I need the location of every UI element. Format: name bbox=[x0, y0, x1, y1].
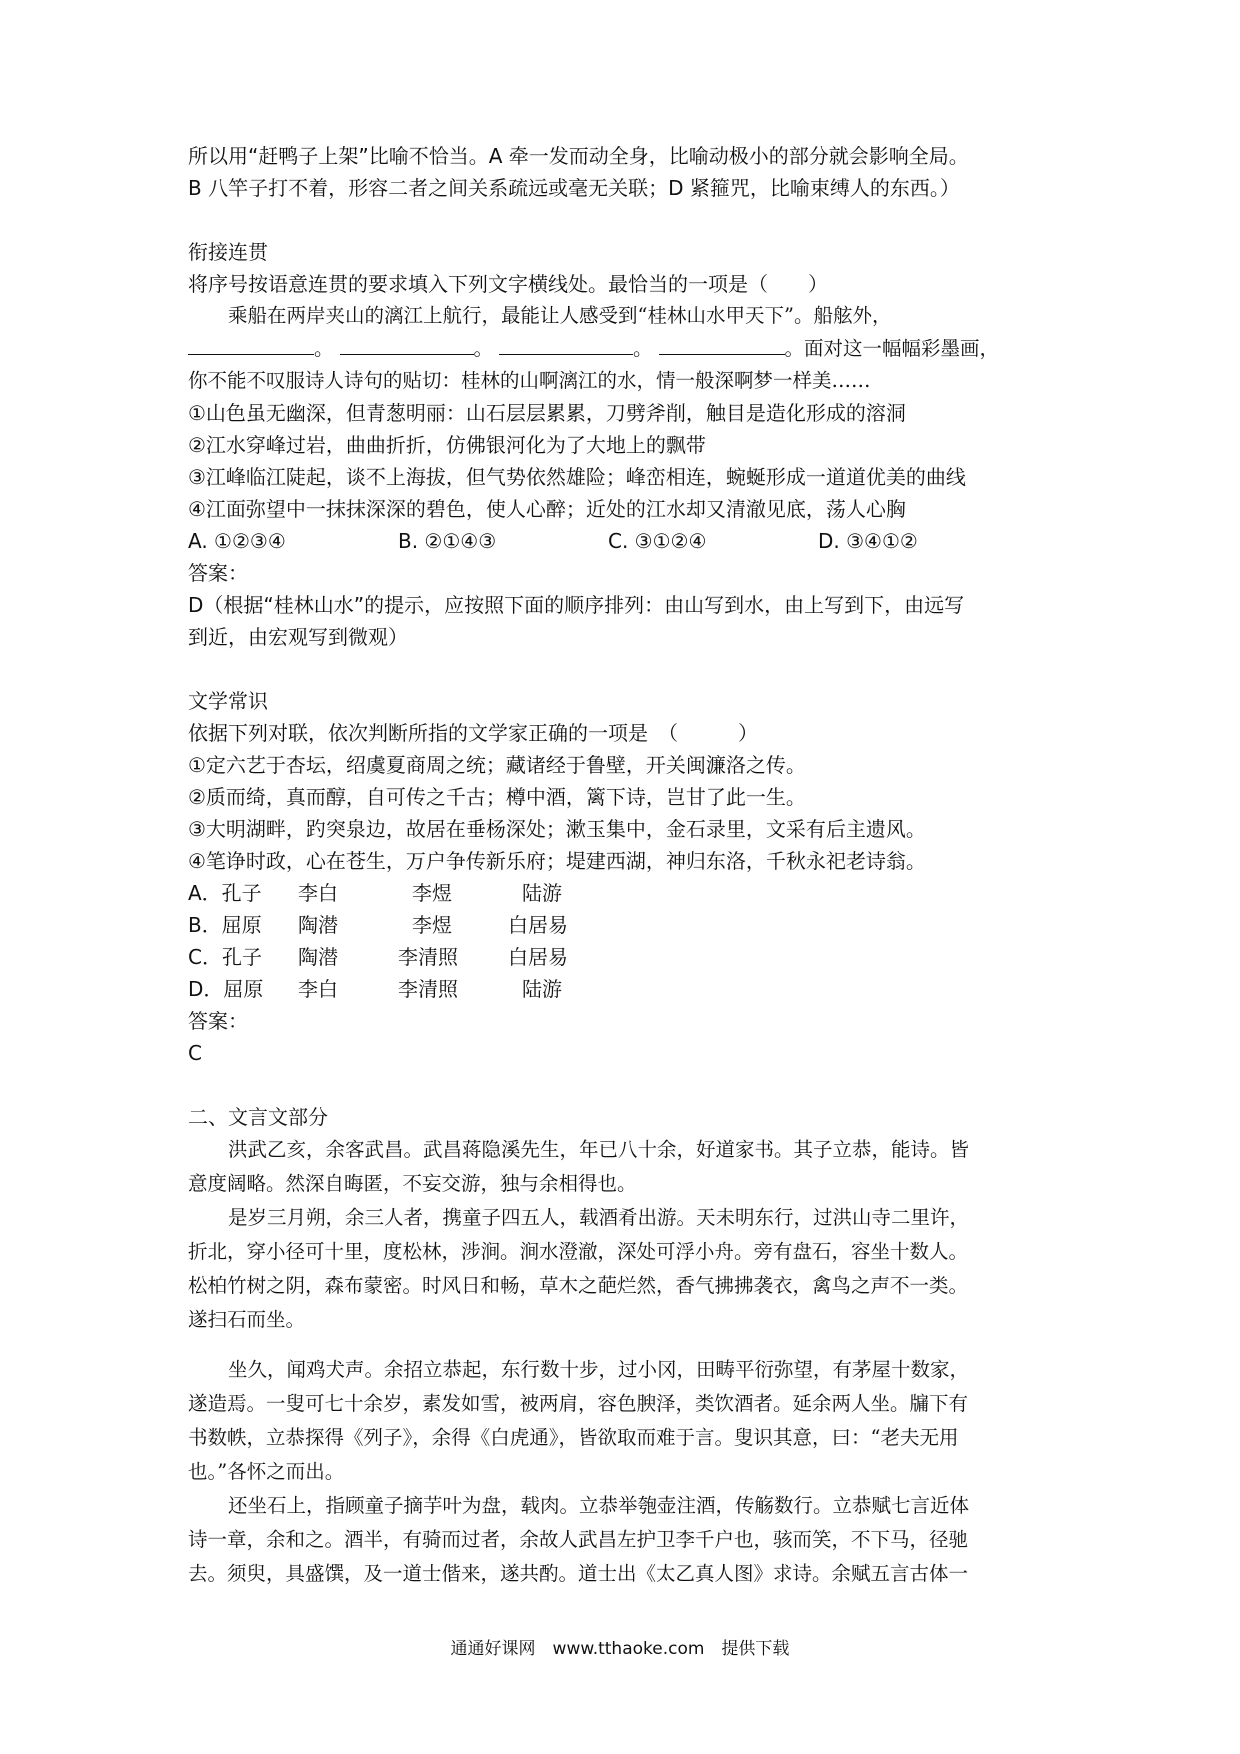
passage-line: 你不能不叹服诗人诗句的贴切：桂林的山啊漓江的水，情一般深啊梦一样美…… bbox=[188, 369, 871, 392]
section-heading: 二、文言文部分 bbox=[188, 1105, 328, 1129]
option-cell: 李煜 bbox=[412, 913, 452, 937]
section-heading: 衔接连贯 bbox=[188, 240, 268, 264]
passage-line: 去。须臾，具盛馔，及一道士偕来，遂共酌。道士出《太乙真人图》求诗。余赋五言古体一 bbox=[188, 1562, 969, 1585]
answer-options bbox=[188, 525, 1068, 557]
option-cell: B．屈原 bbox=[188, 913, 262, 937]
spacer bbox=[188, 1337, 1068, 1353]
answer-blank bbox=[499, 332, 633, 355]
page-footer: 通通好课网 www.tthaoke.com 提供下载 bbox=[450, 1639, 790, 1659]
question-text: 依据下列对联，依次判断所指的文学家正确的一项是 （ ） bbox=[188, 721, 758, 745]
passage-blanks-line bbox=[188, 332, 1068, 365]
sentence-item: ①山色虽无幽深，但青葱明丽：山石层层累累，刀劈斧削，触目是造化形成的溶洞 bbox=[188, 401, 906, 425]
sentence-item: ②江水穿峰过岩，曲曲折折，仿佛银河化为了大地上的飘带 bbox=[188, 433, 706, 457]
option-cell: 李清照 bbox=[398, 945, 458, 969]
section-coherence bbox=[188, 236, 1068, 653]
passage-line: 坐久，闻鸡犬声。余招立恭起，东行数十步，过小冈，田畴平衍弥望，有茅屋十数家， bbox=[228, 1358, 970, 1381]
section-classical-chinese bbox=[188, 1101, 1068, 1591]
answer-label: 答案： bbox=[188, 561, 248, 585]
passage-line: 洪武乙亥，余客武昌。武昌蒋隐溪先生，年已八十余，好道家书。其子立恭，能诗。皆 bbox=[228, 1138, 970, 1161]
answer-label: 答案： bbox=[188, 1009, 248, 1033]
option-cell: 李清照 bbox=[398, 977, 458, 1001]
answer-blank bbox=[659, 332, 785, 355]
previous-answer-line-1: 所以用“赶鸭子上架”比喻不恰当。A 牵一发而动全身，比喻动极小的部分就会影响全局。 bbox=[188, 144, 969, 168]
answer-blank bbox=[340, 332, 474, 355]
passage-line: 遂造焉。一叟可七十余岁，素发如雪，被两肩，容色腴泽，类饮酒者。延余两人坐。牖下有 bbox=[188, 1392, 969, 1415]
option-row-b bbox=[188, 909, 1068, 941]
option-cell: 白居易 bbox=[508, 945, 568, 969]
option-b: B. ②①④③ bbox=[398, 529, 497, 553]
question-text: 将序号按语意连贯的要求填入下列文字横线处。最恰当的一项是（ ） bbox=[188, 272, 828, 296]
answer-text: C bbox=[188, 1041, 202, 1065]
passage-line: 也。”各怀之而出。 bbox=[188, 1460, 345, 1483]
previous-answer-line-2: B 八竿子打不着，形容二者之间关系疏远或毫无关联；D 紧箍咒，比喻束缚人的东西。） bbox=[188, 176, 960, 200]
option-cell: 白居易 bbox=[508, 913, 568, 937]
passage-line: 是岁三月朔，余三人者，携童子四五人，载酒肴出游。天未明东行，过洪山寺二里许， bbox=[228, 1206, 970, 1229]
option-a: A. ①②③④ bbox=[188, 529, 286, 553]
couplet-item: ③大明湖畔，趵突泉边，故居在垂杨深处；漱玉集中，金石录里，文采有后主遗风。 bbox=[188, 817, 926, 841]
blank-separator: 。面对这一幅幅彩墨画， bbox=[784, 337, 1000, 360]
couplet-item: ④笔诤时政，心在苍生，万户争传新乐府；堤建西湖，神归东洛，千秋永祀老诗翁。 bbox=[188, 849, 926, 873]
couplet-item: ②质而绮，真而醇，自可传之千古；樽中酒，篱下诗，岂甘了此一生。 bbox=[188, 785, 806, 809]
option-cell: 李白 bbox=[298, 881, 338, 905]
couplet-item: ①定六艺于杏坛，绍虞夏商周之统；藏诸经于鲁壁，开关闽濂洛之传。 bbox=[188, 753, 806, 777]
option-cell: A．孔子 bbox=[188, 881, 262, 905]
option-cell: 陆游 bbox=[522, 977, 562, 1001]
option-cell: 李煜 bbox=[412, 881, 452, 905]
option-cell: 陆游 bbox=[522, 881, 562, 905]
option-d: D. ③④①② bbox=[818, 529, 918, 553]
option-cell: C．孔子 bbox=[188, 945, 262, 969]
option-c: C. ③①②④ bbox=[608, 529, 707, 553]
document-body bbox=[188, 140, 1068, 1591]
option-cell: 李白 bbox=[298, 977, 338, 1001]
passage-line: 遂扫石而坐。 bbox=[188, 1308, 306, 1331]
blank-separator: 。 bbox=[473, 337, 494, 360]
sentence-item: ③江峰临江陡起，谈不上海拔，但气势依然雄险；峰峦相连，蜿蜒形成一道道优美的曲线 bbox=[188, 465, 966, 489]
option-cell: 陶潜 bbox=[298, 913, 338, 937]
spacer bbox=[188, 653, 1068, 685]
section-heading: 文学常识 bbox=[188, 689, 268, 713]
spacer bbox=[188, 1069, 1068, 1101]
passage-line: 折北，穿小径可十里，度松林，涉涧。涧水澄澈，深处可浮小舟。旁有盘石，容坐十数人。 bbox=[188, 1240, 969, 1263]
answer-text: D（根据“桂林山水”的提示，应按照下面的顺序排列：由山写到水，由上写到下，由远写 bbox=[188, 593, 965, 617]
passage-line: 诗一章，余和之。酒半，有骑而过者，余故人武昌左护卫李千户也，骇而笑，不下马，径驰 bbox=[188, 1528, 969, 1551]
option-cell: D．屈原 bbox=[188, 977, 264, 1001]
passage-line: 书数帙，立恭探得《列子》，余得《白虎通》，皆欲取而难于言。叟识其意，曰：“老夫无用 bbox=[188, 1426, 959, 1449]
passage-line: 意度阔略。然深自晦匿，不妄交游，独与余相得也。 bbox=[188, 1172, 637, 1195]
spacer bbox=[188, 204, 1068, 236]
section-literature bbox=[188, 685, 1068, 1069]
answer-text: 到近，由宏观写到微观） bbox=[188, 625, 408, 649]
passage-line: 乘船在两岸夹山的漓江上航行，最能让人感受到“桂林山水甲天下”。船舷外， bbox=[228, 304, 892, 327]
option-cell: 陶潜 bbox=[298, 945, 338, 969]
option-row-c bbox=[188, 941, 1068, 973]
blank-separator: 。 bbox=[314, 337, 334, 360]
blank-separator: 。 bbox=[633, 337, 653, 360]
passage-line: 还坐石上，指顾童子摘芋叶为盘，载肉。立恭举匏壶注酒，传觞数行。立恭赋七言近体 bbox=[228, 1494, 970, 1517]
option-row-a bbox=[188, 877, 1068, 909]
option-row-d bbox=[188, 973, 1068, 1005]
sentence-item: ④江面弥望中一抹抹深深的碧色，使人心醉；近处的江水却又清澈见底，荡人心胸 bbox=[188, 497, 906, 521]
passage-line: 松柏竹树之阴，森布蒙密。时风日和畅，草木之葩烂然，香气拂拂袭衣，禽鸟之声不一类。 bbox=[188, 1274, 969, 1297]
answer-blank bbox=[188, 332, 314, 355]
